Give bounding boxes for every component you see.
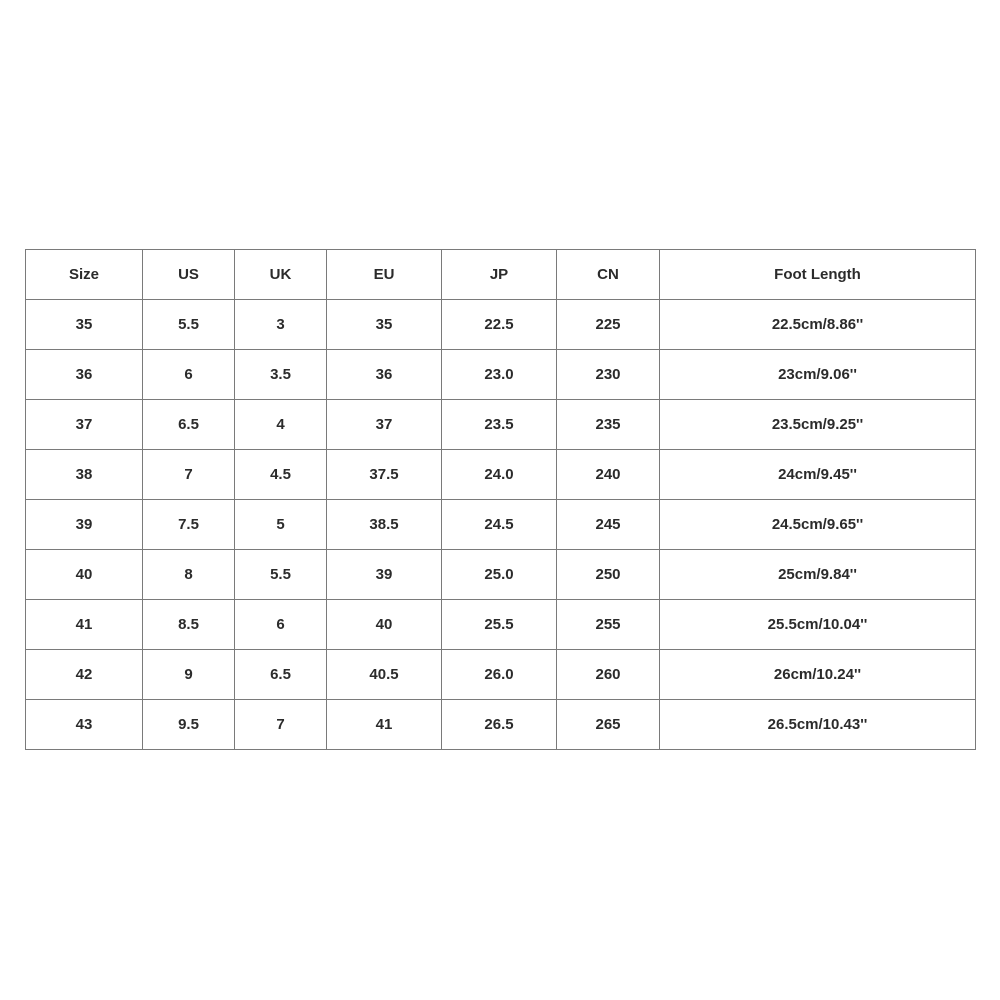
table-row: [26, 550, 976, 600]
cell-foot-length: 25.5cm/10.04'': [660, 600, 976, 650]
cell-uk: 3: [235, 300, 327, 350]
cell-eu: 38.5: [327, 500, 442, 550]
cell-cn: 235: [557, 400, 660, 450]
table-row: [26, 500, 976, 550]
cell-cn: 255: [557, 600, 660, 650]
table-row: [26, 700, 976, 750]
cell-us: 9: [143, 650, 235, 700]
cell-eu: 39: [327, 550, 442, 600]
cell-jp: 26.5: [442, 700, 557, 750]
cell-size: 35: [26, 300, 143, 350]
cell-jp: 23.5: [442, 400, 557, 450]
cell-uk: 5: [235, 500, 327, 550]
cell-cn: 230: [557, 350, 660, 400]
header-uk: UK: [235, 250, 327, 300]
cell-foot-length: 23cm/9.06'': [660, 350, 976, 400]
cell-jp: 24.5: [442, 500, 557, 550]
table-body: [26, 300, 976, 750]
table-header-row: [26, 250, 976, 300]
cell-eu: 35: [327, 300, 442, 350]
cell-size: 39: [26, 500, 143, 550]
cell-uk: 3.5: [235, 350, 327, 400]
cell-uk: 4: [235, 400, 327, 450]
cell-jp: 22.5: [442, 300, 557, 350]
cell-cn: 225: [557, 300, 660, 350]
cell-foot-length: 23.5cm/9.25'': [660, 400, 976, 450]
header-jp: JP: [442, 250, 557, 300]
table-row: [26, 300, 976, 350]
cell-foot-length: 26.5cm/10.43'': [660, 700, 976, 750]
header-foot-length: Foot Length: [660, 250, 976, 300]
table-row: [26, 600, 976, 650]
cell-size: 40: [26, 550, 143, 600]
cell-jp: 25.5: [442, 600, 557, 650]
size-chart-table: [25, 249, 976, 750]
table-row: [26, 350, 976, 400]
table-row: [26, 450, 976, 500]
cell-eu: 37: [327, 400, 442, 450]
cell-foot-length: 24cm/9.45'': [660, 450, 976, 500]
cell-eu: 40.5: [327, 650, 442, 700]
cell-eu: 40: [327, 600, 442, 650]
cell-foot-length: 26cm/10.24'': [660, 650, 976, 700]
cell-foot-length: 25cm/9.84'': [660, 550, 976, 600]
cell-uk: 7: [235, 700, 327, 750]
cell-size: 38: [26, 450, 143, 500]
cell-jp: 24.0: [442, 450, 557, 500]
cell-jp: 23.0: [442, 350, 557, 400]
cell-size: 42: [26, 650, 143, 700]
cell-us: 7: [143, 450, 235, 500]
header-cn: CN: [557, 250, 660, 300]
table-row: [26, 400, 976, 450]
header-eu: EU: [327, 250, 442, 300]
cell-jp: 26.0: [442, 650, 557, 700]
cell-uk: 5.5: [235, 550, 327, 600]
cell-cn: 240: [557, 450, 660, 500]
cell-uk: 4.5: [235, 450, 327, 500]
cell-us: 8.5: [143, 600, 235, 650]
cell-size: 37: [26, 400, 143, 450]
cell-uk: 6.5: [235, 650, 327, 700]
cell-us: 9.5: [143, 700, 235, 750]
cell-foot-length: 22.5cm/8.86'': [660, 300, 976, 350]
table-row: [26, 650, 976, 700]
cell-eu: 41: [327, 700, 442, 750]
cell-us: 6: [143, 350, 235, 400]
cell-eu: 36: [327, 350, 442, 400]
header-size: Size: [26, 250, 143, 300]
cell-us: 8: [143, 550, 235, 600]
cell-us: 5.5: [143, 300, 235, 350]
cell-cn: 265: [557, 700, 660, 750]
header-us: US: [143, 250, 235, 300]
cell-jp: 25.0: [442, 550, 557, 600]
cell-cn: 245: [557, 500, 660, 550]
cell-us: 6.5: [143, 400, 235, 450]
cell-us: 7.5: [143, 500, 235, 550]
cell-size: 43: [26, 700, 143, 750]
cell-cn: 250: [557, 550, 660, 600]
cell-cn: 260: [557, 650, 660, 700]
cell-eu: 37.5: [327, 450, 442, 500]
cell-size: 41: [26, 600, 143, 650]
cell-size: 36: [26, 350, 143, 400]
cell-uk: 6: [235, 600, 327, 650]
cell-foot-length: 24.5cm/9.65'': [660, 500, 976, 550]
